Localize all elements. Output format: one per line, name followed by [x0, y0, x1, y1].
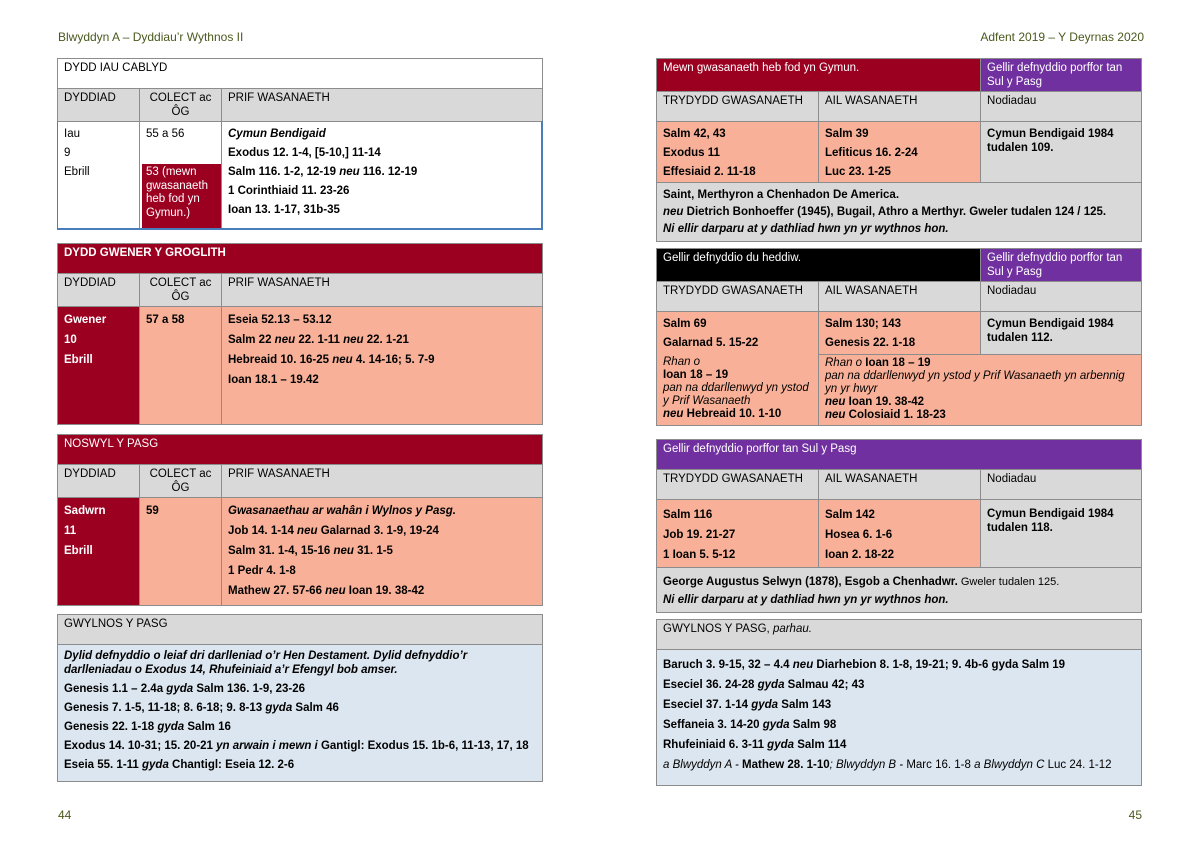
reading-note: a Blwyddyn A - [663, 759, 743, 771]
nodiadau-cell: Cymun Bendigaid 1984 tudalen 118. [981, 500, 1142, 568]
reading: Luc 24. 1-12 [1047, 759, 1112, 771]
reading-conj: gyda [265, 702, 293, 714]
col-trydydd: TRYDYDD GWASANAETH [657, 470, 819, 500]
date-month: Ebrill [64, 166, 90, 178]
col-prif: PRIF WASANAETH [222, 274, 543, 307]
reading: Mathew 28. 1-10 [742, 759, 830, 771]
table-dydd-iau-cablyd [57, 58, 543, 230]
reading: Salm 116. 1-2, 12-19 [228, 166, 340, 178]
reading: Salm 142 [825, 509, 875, 521]
table-iau-extra [656, 58, 1142, 242]
prif-cell [222, 307, 543, 425]
reading-conj: neu [792, 659, 814, 671]
reading-conj: gyda [157, 721, 185, 733]
trydydd-cell [657, 500, 819, 568]
reading: 116. 12-19 [359, 166, 418, 178]
date-day: Iau [64, 128, 80, 140]
reading-conj: neu [663, 408, 684, 420]
col-nodiadau: Nodiadau [981, 92, 1142, 122]
table-gwylnos-y-pasg [57, 614, 543, 782]
col-prif: PRIF WASANAETH [222, 465, 543, 498]
date-cell [58, 498, 140, 606]
banner-left: Gellir defnyddio du heddiw. [657, 249, 981, 282]
table-noswyl-y-pasg [57, 434, 543, 606]
reading: Salm 69 [663, 318, 707, 330]
table-gwylnos-parhau [656, 619, 1142, 786]
ail-extra-cell [819, 355, 1142, 426]
reading-conj: gyda [751, 699, 779, 711]
reading: Genesis 7. 1-5, 11-18; 8. 6-18; 9. 8-13 [64, 702, 266, 714]
reading: Effesiaid 2. 11-18 [663, 166, 756, 178]
list-item [64, 756, 536, 775]
colect-value: 57 a 58 [140, 307, 222, 425]
reading: Gantigl: Exodus 15. 1b-6, 11-13, 17, 18 [317, 740, 529, 752]
table-title: DYDD GWENER Y GROGLITH [58, 244, 543, 274]
col-colect: COLECT ac ÔG [140, 274, 222, 307]
date-month: Ebrill [64, 354, 93, 366]
reading: Ioan 2. 18-22 [825, 549, 895, 561]
reading-note: ; Blwyddyn B - [829, 759, 907, 771]
col-colect: COLECT ac ÔG [140, 465, 222, 498]
reading: Eseciel 37. 1-14 [663, 699, 752, 711]
reading: 22. 1-21 [363, 334, 409, 346]
reading: 31. 1-5 [353, 545, 393, 557]
reading: Job 14. 1-14 [228, 525, 298, 537]
colect-value: 59 [140, 498, 222, 606]
saint-line: George Augustus Selwyn (1878), Esgob a Chenhadwr. [663, 576, 958, 588]
banner: Gellir defnyddio porffor tan Sul y Pasg [657, 440, 1142, 470]
reading: Salmau 42; 43 [784, 679, 865, 691]
date-num: 9 [64, 147, 71, 159]
reading: Ioan 13. 1-17, 31b-35 [228, 204, 340, 216]
banner-right: Gellir defnyddio porffor tan Sul y Pasg [981, 59, 1142, 92]
reading: 1 Pedr 4. 1-8 [228, 565, 296, 577]
saint-cell [657, 568, 1142, 613]
title-text: GWYLNOS Y PASG, [663, 623, 773, 635]
col-prif: PRIF WASANAETH [222, 89, 543, 122]
saint-ref: Gweler tudalen 125. [957, 576, 1060, 588]
table-title: GWYLNOS Y PASG [58, 615, 543, 645]
header-left: Blwyddyn A – Dyddiau’r Wythnos II [58, 30, 244, 44]
ail-cell [819, 122, 981, 183]
col-dyddiad: DYDDIAD [58, 465, 140, 498]
saint-cell [657, 183, 1142, 242]
nodiadau-cell: Cymun Bendigaid 1984 tudalen 112. [981, 312, 1142, 355]
table-dydd-gwener [57, 243, 543, 425]
reading-conj: neu [343, 334, 364, 346]
reading: Gwasanaethau ar wahân i Wylnos y Pasg. [228, 505, 456, 517]
reading: Ioan 18 – 19 [865, 357, 931, 369]
reading-note: pan na ddarllenwyd yn ystod y Prif Wasanaeth [663, 382, 809, 407]
reading-conj: neu [663, 206, 684, 218]
reading-conj: neu [339, 166, 360, 178]
table-sadwrn-extra [656, 439, 1142, 613]
reading: Eseciel 36. 24-28 [663, 679, 758, 691]
page-number-right: 45 [1128, 808, 1142, 822]
reading: Diarhebion 8. 1-8, 19-21; 9. 4b-6 gyda Salm 19 [813, 659, 1066, 671]
col-ail: AIL WASANAETH [819, 282, 981, 312]
banner-left: Mewn gwasanaeth heb fod yn Gymun. [657, 59, 981, 92]
saint-line: Dietrich Bonhoeffer (1945), Bugail, Athro a Merthyr. Gweler tudalen 124 / 125. [683, 206, 1107, 218]
reading-note: Rhan o [663, 356, 701, 368]
reading: Salm 143 [778, 699, 832, 711]
list-item [663, 715, 1135, 735]
reading-conj: gyda [142, 759, 169, 771]
col-nodiadau: Nodiadau [981, 470, 1142, 500]
reading: Eseia 55. 1-11 [64, 759, 143, 771]
reading: Exodus 11 [663, 147, 720, 159]
ail-cell [819, 312, 981, 355]
prif-cell [222, 498, 543, 606]
reading: Job 19. 21-27 [663, 529, 736, 541]
page-number-left: 44 [58, 808, 72, 822]
date-num: 10 [64, 334, 77, 346]
reading: Genesis 22. 1-18 [825, 337, 916, 349]
reading: Seffaneia 3. 14-20 [663, 719, 763, 731]
date-num: 11 [64, 525, 77, 537]
reading: Mathew 27. 57-66 [228, 585, 326, 597]
banner-right: Gellir defnyddio porffor tan Sul y Pasg [981, 249, 1142, 282]
reading: Galarnad 5. 15-22 [663, 337, 759, 349]
gwylnos-body [657, 650, 1142, 786]
saint-note: Ni ellir darparu at y dathliad hwn yn yr wythnos hon. [663, 223, 949, 235]
date-day: Sadwrn [64, 505, 106, 517]
reading-conj: neu [325, 585, 346, 597]
colect-value: 55 a 56 [146, 128, 185, 140]
trydydd-cell [657, 122, 819, 183]
list-item [663, 755, 1135, 775]
table-title: DYDD IAU CABLYD [58, 59, 543, 89]
trydydd-cell [657, 312, 819, 426]
saint-line: Saint, Merthyron a Chenhadon De America. [663, 189, 900, 201]
reading-conj: gyda [767, 739, 795, 751]
reading: Salm 136. 1-9, 23-26 [193, 683, 306, 695]
reading: Ioan 18.1 – 19.42 [228, 374, 319, 386]
reading: Salm 130; 143 [825, 318, 902, 330]
reading-note: Rhan o [825, 357, 866, 369]
reading: Colosiaid 1. 18-23 [845, 409, 946, 421]
reading: Genesis 22. 1-18 [64, 721, 158, 733]
date-month: Ebrill [64, 545, 93, 557]
reading-conj: gyda [762, 719, 790, 731]
reading-conj: neu [825, 409, 846, 421]
reading: Salm 42, 43 [663, 128, 726, 140]
col-ail: AIL WASANAETH [819, 470, 981, 500]
reading: Ioan 19. 38-42 [845, 396, 925, 408]
reading: Hebreaid 10. 16-25 [228, 354, 333, 366]
reading-conj: neu [333, 545, 354, 557]
gwylnos-body [58, 645, 543, 782]
reading-note: pan na ddarllenwyd yn ystod y Prif Wasanaeth yn arbennig yn yr hwyr [825, 370, 1125, 395]
reading: Exodus 12. 1-4, [5-10,] 11-14 [228, 147, 381, 159]
reading-conj: gyda [166, 683, 194, 695]
reading: 1 Ioan 5. 5-12 [663, 549, 736, 561]
reading: Salm 16 [184, 721, 231, 733]
reading-conj: neu [825, 396, 846, 408]
reading: Salm 31. 1-4, 15-16 [228, 545, 334, 557]
reading: Salm 116 [663, 509, 713, 521]
col-dyddiad: DYDDIAD [58, 89, 140, 122]
reading: Marc 16. 1-8 [906, 759, 971, 771]
reading-conj: yn arwain i mewn i [216, 740, 318, 752]
reading: Genesis 1.1 – 2.4a [64, 683, 167, 695]
col-nodiadau: Nodiadau [981, 282, 1142, 312]
colect-cell [140, 122, 222, 230]
date-cell [58, 122, 140, 230]
reading-conj: neu [274, 334, 296, 346]
prif-cell [222, 122, 543, 230]
reading: Salm 46 [292, 702, 339, 714]
reading: Luc 23. 1-25 [825, 166, 891, 178]
reading: Hosea 6. 1-6 [825, 529, 893, 541]
reading: Salm 98 [789, 719, 837, 731]
list-item [64, 718, 536, 737]
reading: Galarnad 3. 1-9, 19-24 [317, 525, 439, 537]
reading: Salm 114 [794, 739, 847, 751]
table-title [657, 620, 1142, 650]
list-item [64, 737, 536, 756]
table-gwener-extra [656, 248, 1142, 426]
reading: Ioan 18 – 19 [663, 369, 729, 381]
reading: Eseia 52.13 – 53.12 [228, 314, 332, 326]
list-item [663, 655, 1135, 675]
nodiadau-cell: Cymun Bendigaid 1984 tudalen 109. [981, 122, 1142, 183]
reading-conj: gyda [757, 679, 785, 691]
reading: Salm 39 [825, 128, 869, 140]
reading: Lefiticus 16. 2-24 [825, 147, 918, 159]
reading-note: a Blwyddyn C [970, 759, 1048, 771]
reading: 22. 1-11 [295, 334, 344, 346]
list-item [64, 699, 536, 718]
header-right: Adfent 2019 – Y Deyrnas 2020 [980, 30, 1144, 44]
reading: Salm 22 [228, 334, 275, 346]
reading-conj: neu [332, 354, 353, 366]
list-item [663, 695, 1135, 715]
colect-note: 53 (mewn gwasanaeth heb fod yn Gymun.) [142, 164, 221, 228]
col-dyddiad: DYDDIAD [58, 274, 140, 307]
reading: Chantigl: Eseia 12. 2-6 [168, 759, 295, 771]
ail-cell [819, 500, 981, 568]
reading: Rhufeiniaid 6. 3-11 [663, 739, 768, 751]
reading: Hebreaid 10. 1-10 [683, 408, 782, 420]
title-italic: parhau. [772, 623, 812, 635]
saint-note: Ni ellir darparu at y dathliad hwn yn yr wythnos hon. [663, 594, 949, 606]
reading: 4. 14-16; 5. 7-9 [352, 354, 435, 366]
date-cell [58, 307, 140, 425]
reading-conj: neu [297, 525, 318, 537]
reading: Exodus 14. 10-31; 15. 20-21 [64, 740, 217, 752]
table-title: NOSWYL Y PASG [58, 435, 543, 465]
list-item [64, 680, 536, 699]
col-trydydd: TRYDYDD GWASANAETH [657, 282, 819, 312]
col-colect: COLECT ac ÔG [140, 89, 222, 122]
gwylnos-intro: Dylid defnyddio o leiaf dri darlleniad o’r Hen Destament. Dylid defnyddio’r darlleniadau o Exodus 14, Rhufeiniaid a’r Efengyl bob amser. [64, 650, 468, 676]
reading: 1 Corinthiaid 11. 23-26 [228, 185, 350, 197]
date-day: Gwener [64, 314, 107, 326]
list-item [663, 675, 1135, 695]
reading: Cymun Bendigaid [228, 128, 326, 140]
reading: Ioan 19. 38-42 [345, 585, 425, 597]
reading: Baruch 3. 9-15, 32 – 4.4 [663, 659, 793, 671]
col-trydydd: TRYDYDD GWASANAETH [657, 92, 819, 122]
col-ail: AIL WASANAETH [819, 92, 981, 122]
list-item [663, 735, 1135, 755]
